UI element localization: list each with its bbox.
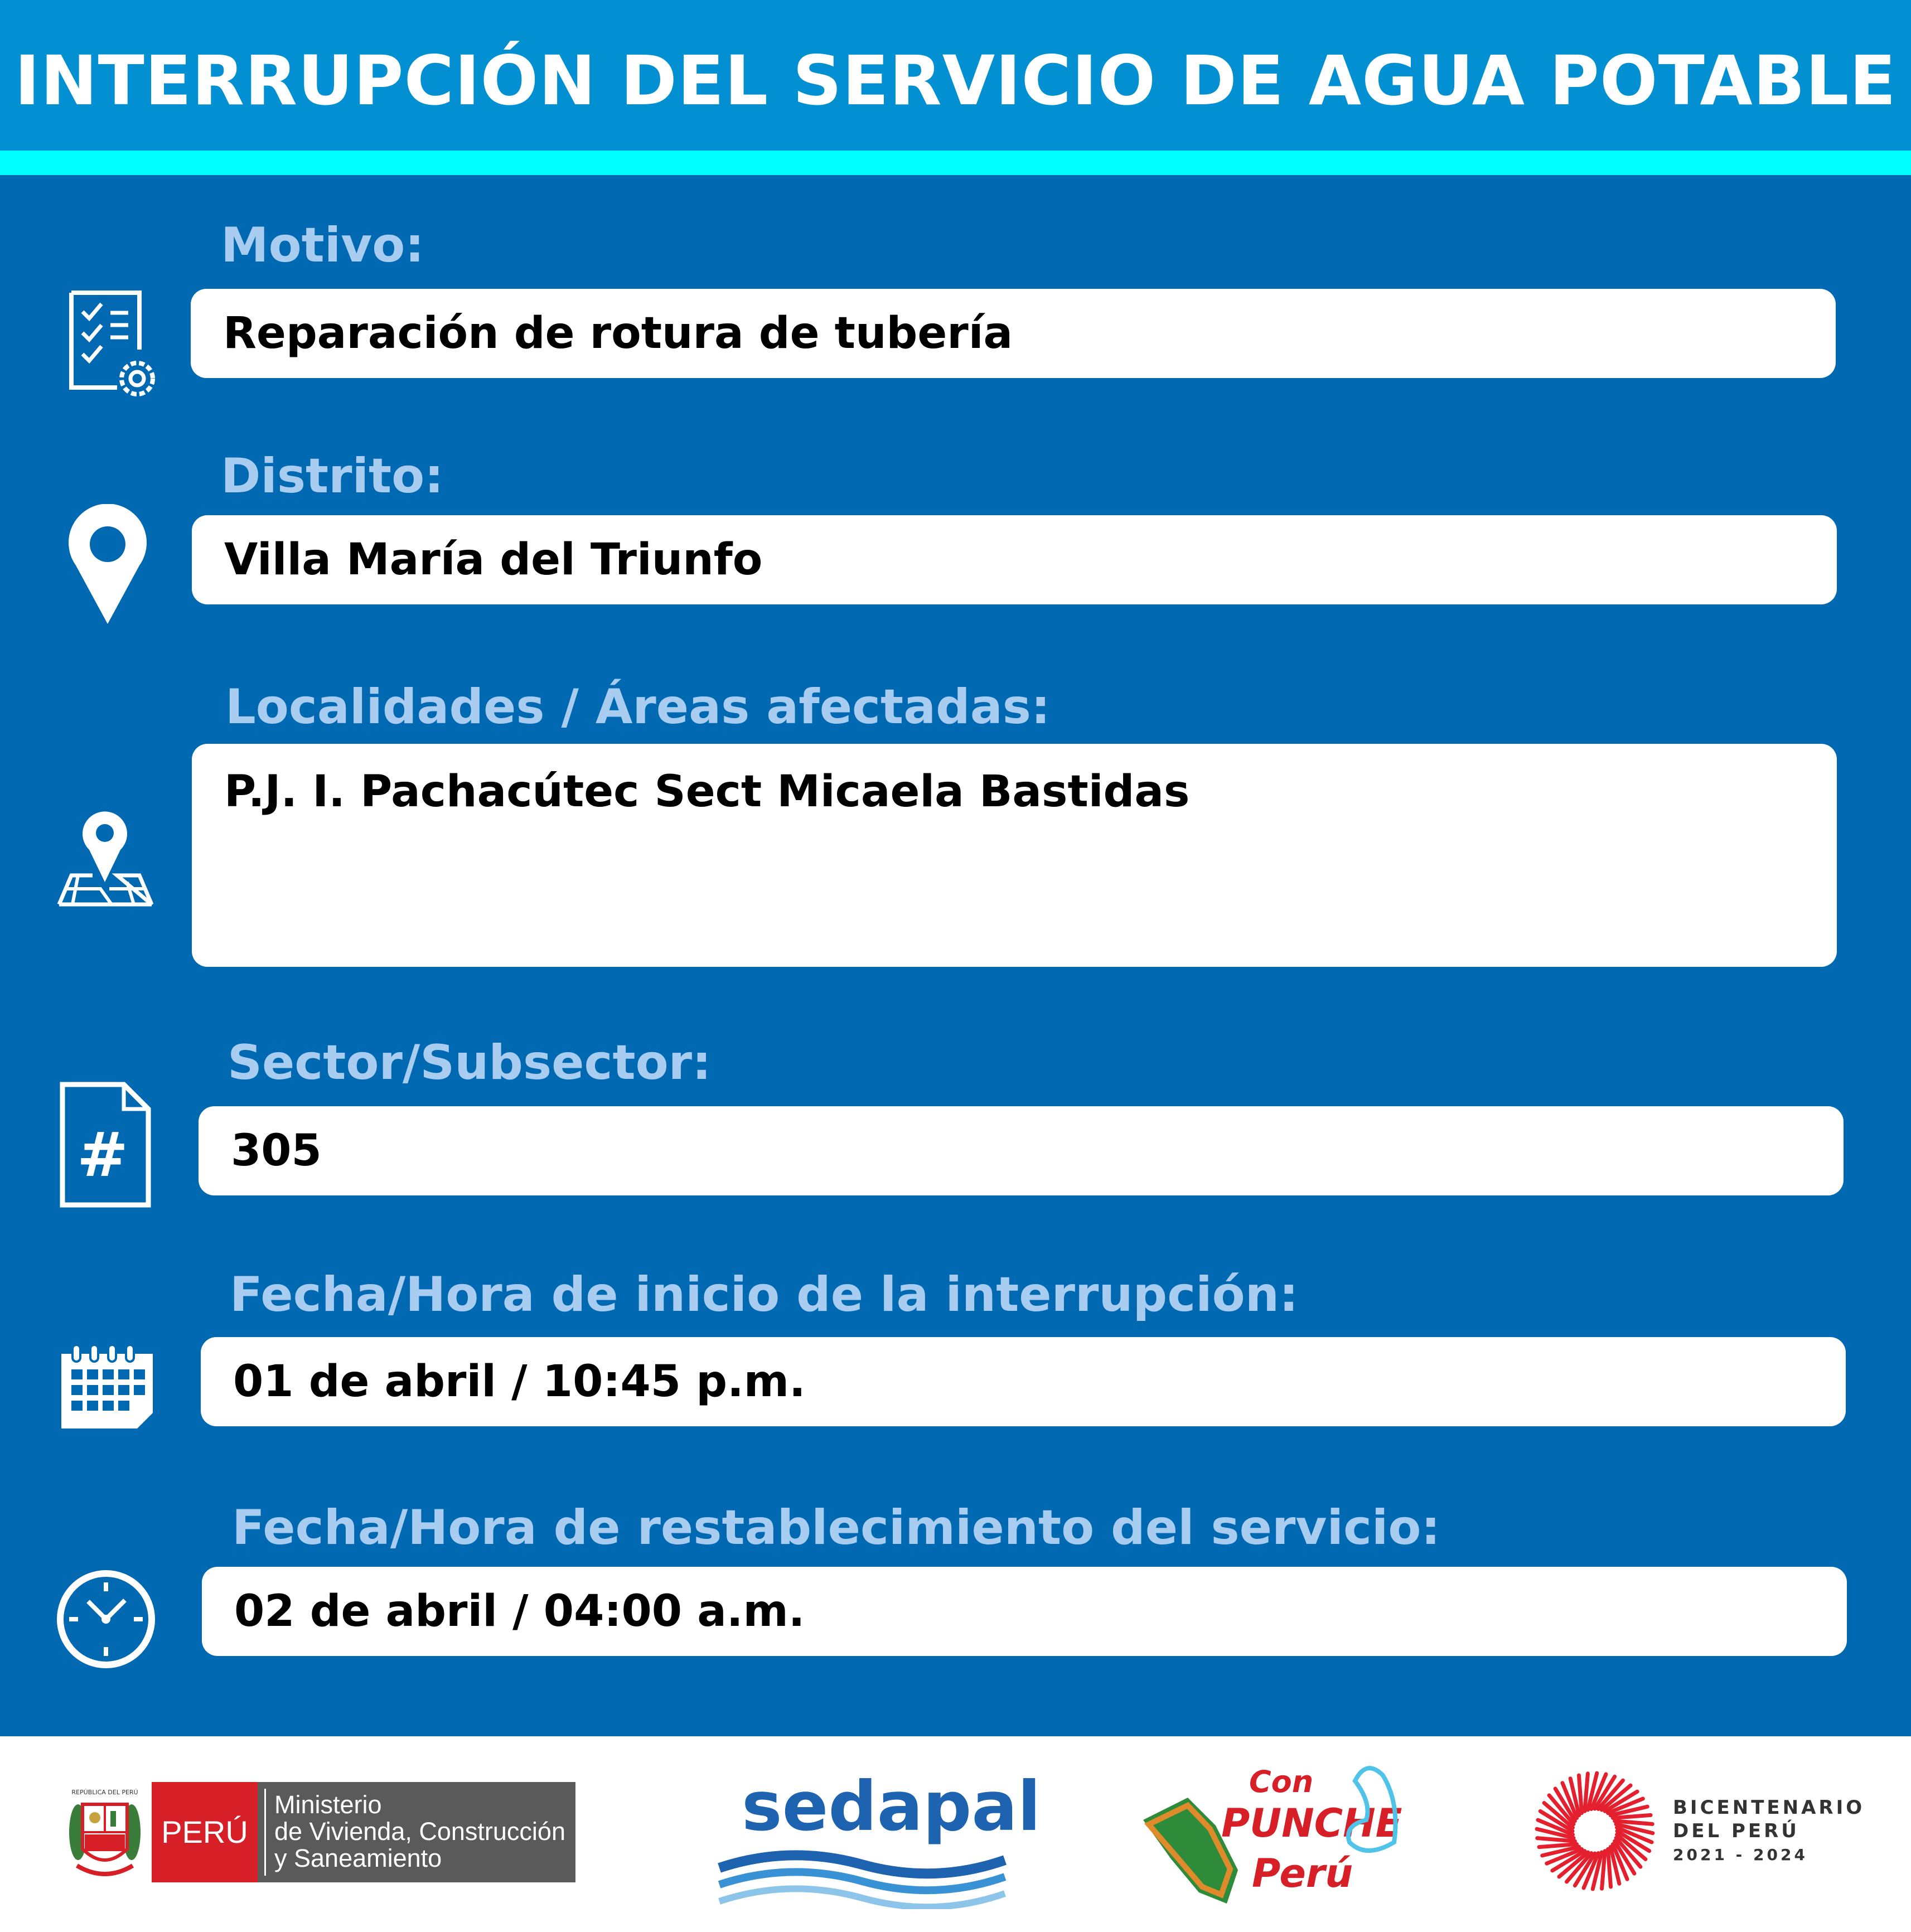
sedapal-logo-text: sedapal [742, 1767, 1041, 1846]
bicentenario-sun-icon [1533, 1770, 1656, 1895]
bicentenario-line-2: DEL PERÚ [1673, 1820, 1799, 1842]
motivo-value: Reparación de rotura de tubería [223, 308, 1013, 359]
ministry-line-2: de Vivienda, Construcción [274, 1817, 565, 1846]
motivo-label: Motivo: [221, 217, 424, 273]
localidades-value: P.J. I. Pachacútec Sect Micaela Bastidas [224, 767, 1190, 817]
ministry-line-1: Ministerio [274, 1790, 382, 1819]
punche-line-2: PUNCHE [1221, 1800, 1402, 1846]
map-pin-icon [66, 504, 149, 627]
inicio-label: Fecha/Hora de inicio de la interrupción: [230, 1267, 1299, 1323]
sun-ray [1539, 1844, 1577, 1847]
distrito-box [192, 515, 1837, 604]
info-panel [0, 175, 1911, 1736]
hash-document-icon [58, 1081, 153, 1209]
sector-value: 305 [231, 1126, 322, 1176]
ministry-block [258, 1782, 575, 1882]
ministry-line-3: y Saneamiento [274, 1844, 442, 1872]
restablecimiento-label: Fecha/Hora de restablecimiento del servicio: [232, 1500, 1440, 1556]
motivo-box [191, 289, 1836, 378]
inicio-value: 01 de abril / 10:45 p.m. [233, 1357, 806, 1407]
sedapal-wave-icon [717, 1848, 1007, 1912]
map-location-icon [56, 804, 156, 910]
svg-text:#: # [76, 1119, 129, 1190]
bicentenario-line-1: BICENTENARIO [1673, 1797, 1865, 1819]
sector-label: Sector/Subsector: [228, 1035, 712, 1091]
calendar-icon [59, 1343, 155, 1431]
bicentenario-line-3: 2021 - 2024 [1673, 1846, 1808, 1864]
sun-ray [1579, 1775, 1581, 1813]
sun-ray [1613, 1815, 1651, 1818]
accent-bar [0, 151, 1911, 175]
sector-box [199, 1106, 1844, 1195]
inicio-box [201, 1337, 1846, 1426]
con-punche-peru-logo [1132, 1759, 1405, 1923]
distrito-value: Villa María del Triunfo [224, 535, 763, 585]
distrito-label: Distrito: [221, 448, 444, 504]
restablecimiento-value: 02 de abril / 04:00 a.m. [234, 1586, 805, 1636]
punche-line-3: Perú [1252, 1851, 1353, 1896]
sun-ray [1608, 1849, 1611, 1887]
punche-line-1: Con [1249, 1764, 1314, 1799]
restablecimiento-box [202, 1567, 1847, 1656]
localidades-label: Localidades / Áreas afectadas: [225, 679, 1051, 735]
seal-text: REPÚBLICA DEL PERÚ [71, 1789, 138, 1796]
footer [0, 1736, 1911, 1932]
header [0, 0, 1911, 151]
clock-icon [56, 1569, 156, 1669]
page-title: INTERRUPCIÓN DEL SERVICIO DE AGUA POTABLE [14, 41, 1897, 120]
peru-label: PERÚ [152, 1782, 258, 1882]
peru-coat-of-arms-icon [66, 1782, 144, 1885]
ministry-separator [264, 1789, 266, 1876]
localidades-box [192, 744, 1837, 967]
checklist-gear-icon [66, 289, 161, 401]
